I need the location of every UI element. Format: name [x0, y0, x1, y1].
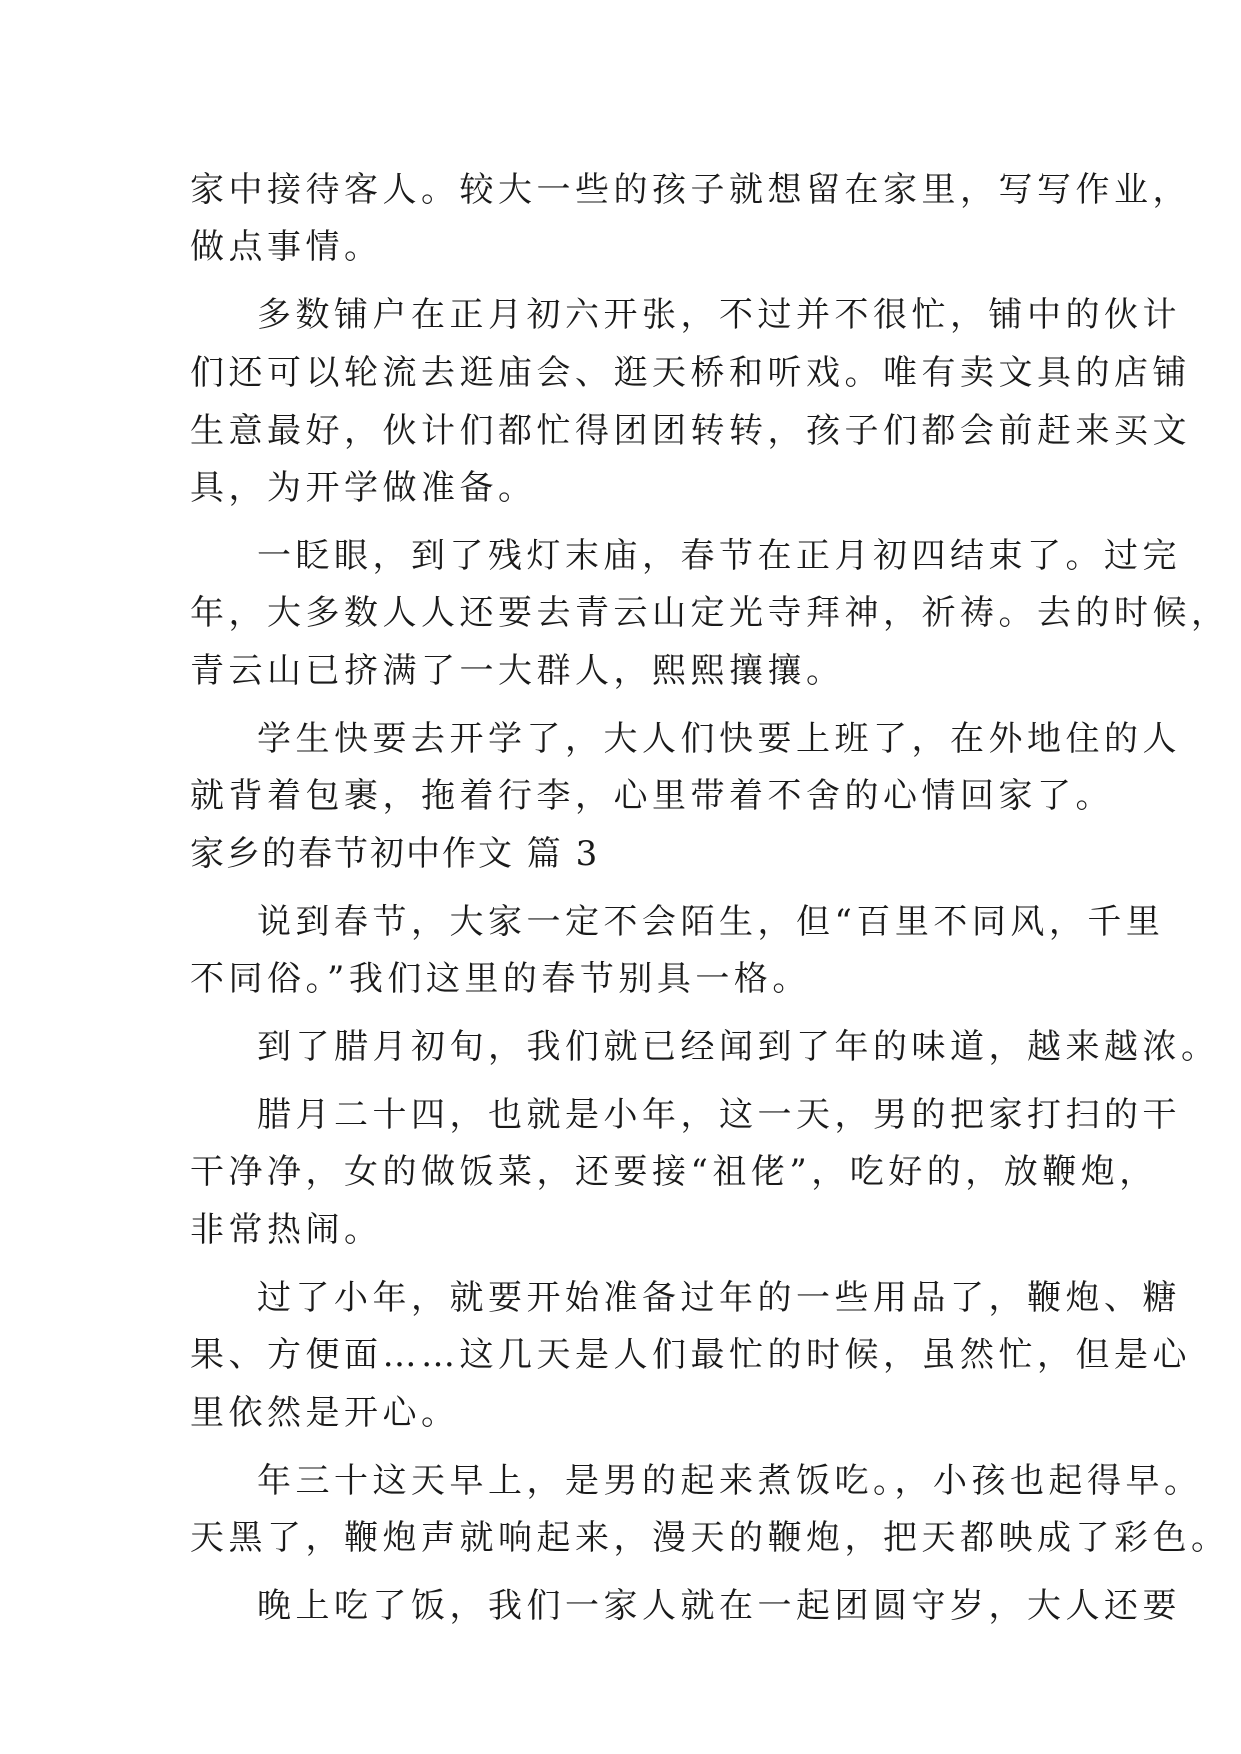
- text-line: 生意最好，伙计们都忙得团团转转，孩子们都会前赶来买文: [190, 411, 1191, 451]
- text-line: 就背着包裹，拖着行李，心里带着不舍的心情回家了。: [190, 776, 1114, 816]
- text-line: 天黑了，鞭炮声就响起来，漫天的鞭炮，把天都映成了彩色。: [190, 1518, 1230, 1558]
- text-line: 具，为开学做准备。: [190, 468, 537, 508]
- paragraph-first-line: 多数铺户在正月初六开张，不过并不很忙，铺中的伙计: [257, 295, 1181, 335]
- paragraph-first-line: 腊月二十四，也就是小年，这一天，男的把家打扫的干: [257, 1095, 1181, 1135]
- text-line: 干净净，女的做饭菜，还要接“祖佬”，吃好的，放鞭炮，: [190, 1152, 1158, 1192]
- text-line: 不同俗。”我们这里的春节别具一格。: [190, 959, 811, 999]
- paragraph-first-line: 说到春节，大家一定不会陌生，但“百里不同风，千里: [257, 902, 1165, 942]
- text-line: 家中接待客人。较大一些的孩子就想留在家里，写写作业，: [190, 170, 1191, 210]
- section-heading: 家乡的春节初中作文 篇 3: [190, 834, 600, 874]
- paragraph-first-line: 过了小年，就要开始准备过年的一些用品了，鞭炮、糖: [257, 1278, 1181, 1318]
- text-line: 做点事情。: [190, 227, 383, 267]
- text-line: 年，大多数人人还要去青云山定光寺拜神，祈祷。去的时候，: [190, 593, 1230, 633]
- paragraph-first-line: 一眨眼，到了残灯末庙，春节在正月初四结束了。过完: [257, 536, 1181, 576]
- text-line: 们还可以轮流去逛庙会、逛天桥和听戏。唯有卖文具的店铺: [190, 353, 1191, 393]
- paragraph-first-line: 晚上吃了饭，我们一家人就在一起团圆守岁，大人还要: [257, 1586, 1181, 1626]
- paragraph-first-line: 到了腊月初旬，我们就已经闻到了年的味道，越来越浓。: [257, 1027, 1220, 1067]
- text-line: 里依然是开心。: [190, 1393, 460, 1433]
- text-line: 果、方便面……这几天是人们最忙的时候，虽然忙，但是心: [190, 1335, 1191, 1375]
- text-line: 非常热闹。: [190, 1210, 383, 1250]
- paragraph-first-line: 年三十这天早上，是男的起来煮饭吃。，小孩也起得早。: [257, 1461, 1203, 1501]
- paragraph-first-line: 学生快要去开学了，大人们快要上班了，在外地住的人: [257, 719, 1181, 759]
- text-line: 青云山已挤满了一大群人，熙熙攘攘。: [190, 651, 845, 691]
